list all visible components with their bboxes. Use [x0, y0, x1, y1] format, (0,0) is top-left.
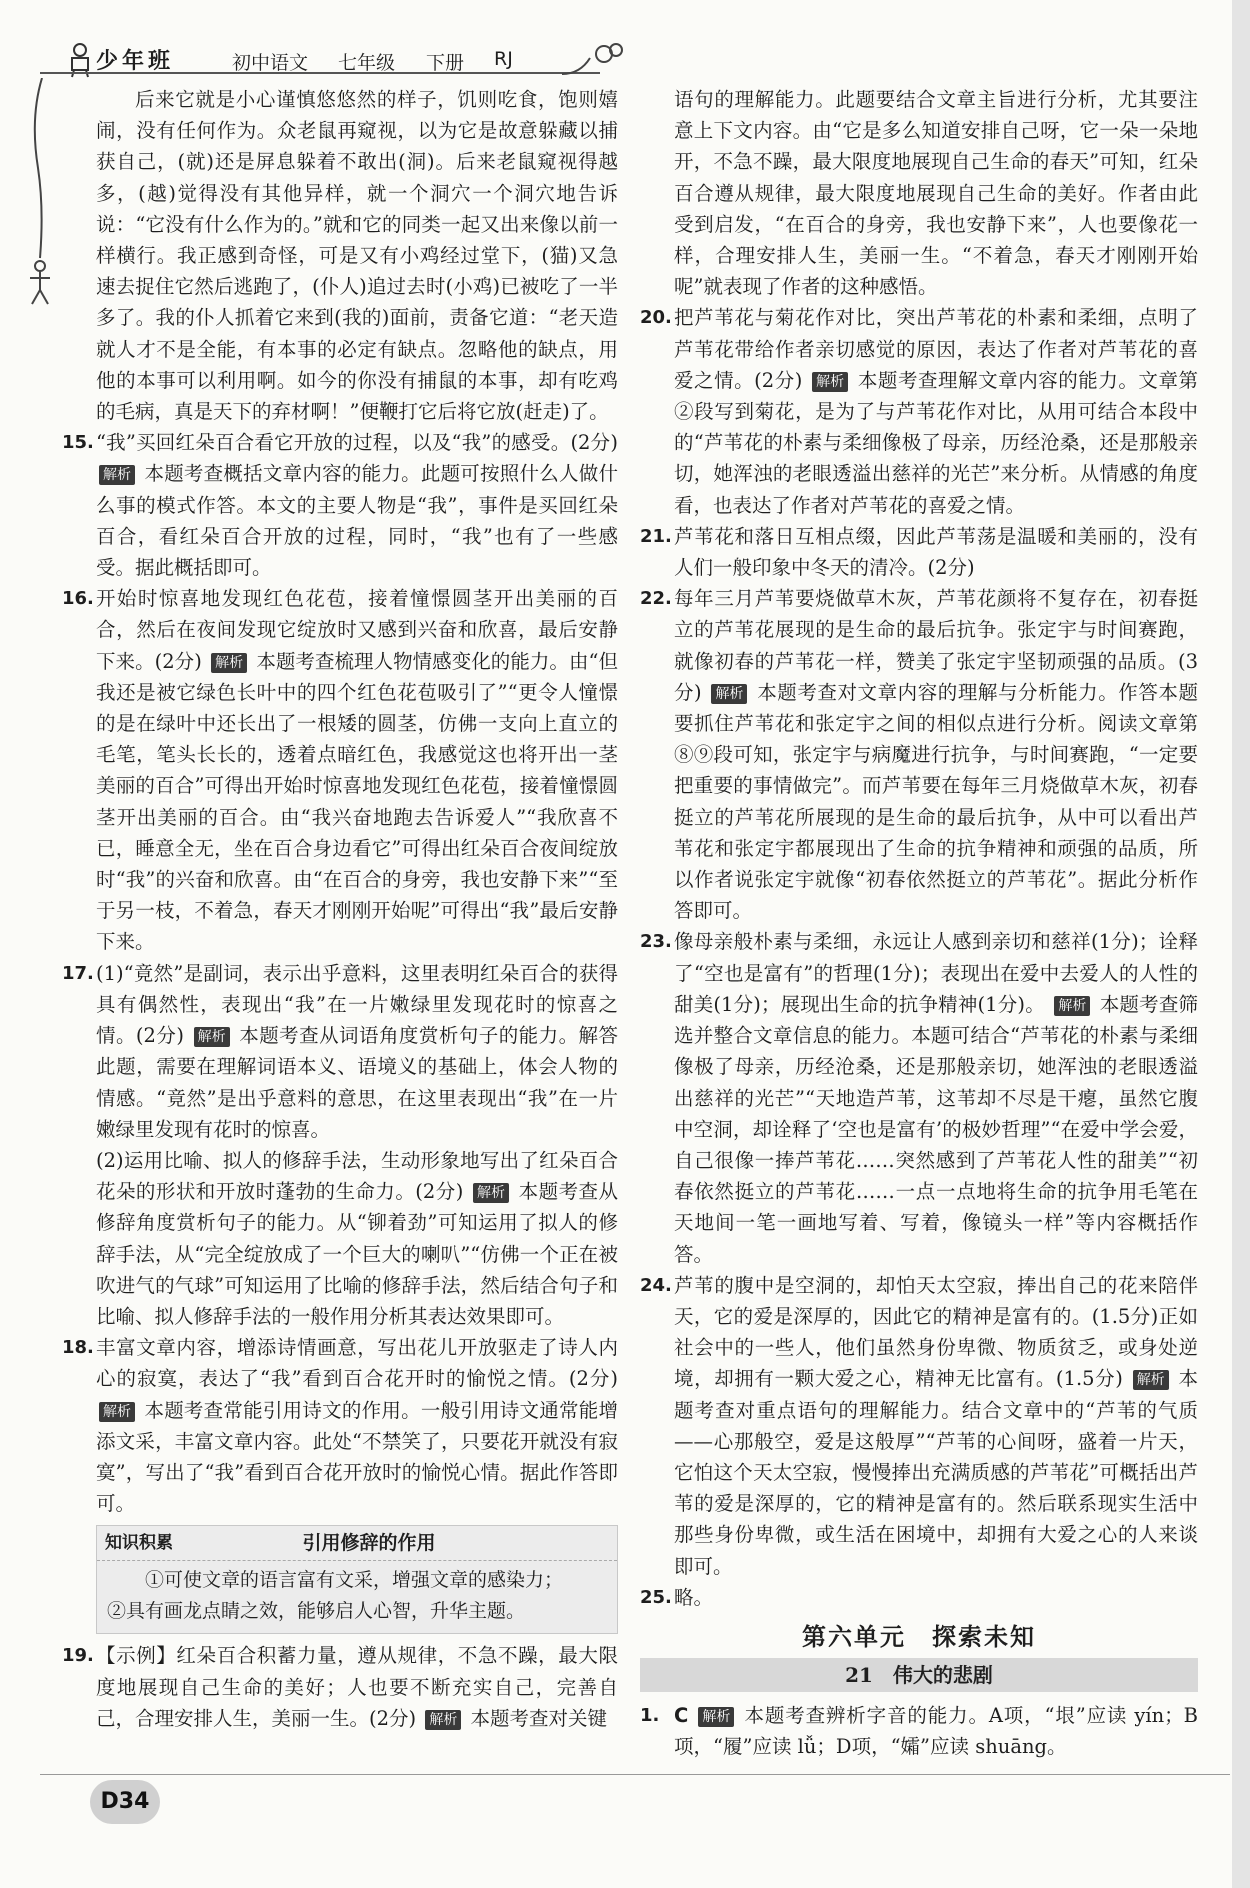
answer-16	[62, 583, 618, 957]
analysis-tag: 解析	[698, 1707, 734, 1727]
analysis-tag: 解析	[812, 372, 848, 392]
question-number: 24.	[640, 1274, 672, 1296]
answer-21	[640, 521, 1198, 583]
answer-text: (2)运用比喻、拟人的修辞手法，生动形象地写出了红朵百合花朵的形状和开放时蓬勃的生命力。(2分)	[96, 1148, 618, 1204]
answer-text: 丰富文章内容，增添诗情画意，写出花儿开放驱走了诗人内心的寂寞，表达了“我”看到百合花开时的愉悦之情。(2分)	[96, 1336, 618, 1391]
analysis-text: 本题考查对关键	[470, 1706, 608, 1730]
analysis-text: 本题考查常能引用诗文的作用。一般引用诗文通常能增添文采，丰富文章内容。此处“不禁笑了，只要花开就没有寂寞”，写出了“我”看到百合花开放时的愉悦心情。据此作答即可。	[96, 1398, 618, 1516]
question-number: 1.	[640, 1705, 660, 1727]
analysis-text: 本题考查辨析字音的能力。A项，“垠”应读 yín；B项，“履”应读 lǚ；D项，“孀”应读 shuāng。	[674, 1704, 1199, 1759]
answer-17-part1	[62, 958, 618, 1145]
answer-19-continued: 语句的理解能力。此题要结合文章主旨进行分析，尤其要注意上下文内容。由“它是多么知道安排自己呀，它一朵一朵地开，不急不躁，最大限度地展现自己生命的春天”可知，红朵百合遵从规律，最大限度地展现自己生命的美好。作者由此受到启发，“在百合的身旁，我也安静下来”，人也要像花一样，合理安排人生，美丽一生。“不着急，春天才刚刚开始呢”就表现了作者的这种感悟。	[674, 88, 1198, 299]
question-number: 18.	[62, 1337, 94, 1359]
question-number: 15.	[62, 432, 94, 454]
analysis-tag: 解析	[1054, 996, 1090, 1016]
answer-text: 每年三月芦苇要烧做草木灰，芦苇花颜将不复存在，初春挺立的芦苇花展现的是生命的最后抗争。张定宇与时间赛跑，就像初春的芦苇花一样，赞美了张定宇坚韧顽强的品质。(3分)	[674, 587, 1198, 704]
answer-15	[62, 427, 618, 583]
question-number: 19.	[62, 1645, 94, 1667]
analysis-tag: 解析	[99, 465, 135, 485]
answer-text: 把芦苇花与菊花作对比，突出芦苇花的朴素和柔细，点明了芦苇花带给作者亲切感觉的原因，表达了作者对芦苇花的喜爱之情。(2分)	[674, 306, 1198, 392]
analysis-tag: 解析	[1133, 1370, 1169, 1390]
analysis-tag: 解析	[194, 1027, 230, 1047]
question-number: 16.	[62, 588, 94, 610]
answer-17-part2	[62, 1145, 618, 1332]
analysis-text: 本题考查对文章内容的理解与分析能力。作答本题要抓住芦苇花和张定宇之间的相似点进行分析。阅读文章第⑧⑨段可知，张定宇与病魔进行抗争，与时间赛跑，“一定要把重要的事情做完”。而芦苇要在每年三月烧做草木灰，初春挺立的芦苇花所展现的是生命的最后抗争，从中可以看出芦苇花和张定宇都展现出了生命的抗争精神和顽强的品质，所以作者说张定宇就像“初春依然挺立的芦苇花”。据此分析作答即可。	[674, 680, 1198, 923]
question-number: 21.	[640, 525, 672, 547]
answer-text: 略。	[674, 1585, 714, 1609]
answer-text: 芦苇花和落日互相点缀，因此芦苇荡是温暖和美丽的，没有人们一般印象中冬天的清冷。(2分)	[674, 524, 1198, 580]
header-subject: 初中语文	[232, 52, 309, 74]
knowledge-header	[97, 1526, 617, 1561]
answer-text: 开始时惊喜地发现红色花苞，接着憧憬圆茎开出美丽的百合，然后在夜间发现它绽放时又感到兴奋和欣喜，最后安静下来。(2分)	[96, 587, 618, 673]
header-volume: 下册	[426, 52, 465, 74]
answer-text: “我”买回红朵百合看它开放的过程，以及“我”的感受。(2分)	[96, 431, 618, 455]
question-number: 25.	[640, 1586, 672, 1608]
cloud-doodle-icon	[560, 40, 630, 80]
left-column	[62, 84, 618, 1734]
header-rule	[40, 72, 600, 74]
answer-20	[640, 302, 1198, 520]
knowledge-line: ①可使文章的语言富有文采，增强文章的感染力；	[145, 1569, 564, 1592]
answer-24	[640, 1270, 1198, 1582]
analysis-text: 本题考查理解文章内容的能力。文章第②段写到菊花，是为了与芦苇花作对比，从用可结合本段中的“芦苇花的朴素与柔细像极了母亲，历经沧桑，还是那般亲切，她浑浊的老眼透溢出慈祥的光芒”来分析。从情感的角度看，也表达了作者对芦苇花的喜爱之情。	[674, 368, 1199, 517]
right-column	[640, 84, 1198, 1763]
answer-choice: C	[674, 1704, 689, 1728]
answer-text: 【示例】红朵百合积蓄力量，遵从规律，不急不躁，最大限度地展现自己生命的美好；人也要不断充实自己，完善自己，合理安排人生，美丽一生。(2分)	[96, 1644, 618, 1730]
knowledge-label: 知识积累	[105, 1532, 173, 1553]
brand-logo: 少年班	[96, 48, 175, 74]
question-number: 20.	[640, 307, 672, 329]
analysis-tag: 解析	[711, 684, 747, 704]
unit-title: 第六单元 探索未知	[802, 1621, 1036, 1651]
header-grade: 七年级	[338, 52, 396, 74]
analysis-text: 本题考查概括文章内容的能力。此题可按照什么人做什么事的模式作答。本文的主要人物是“我”，事件是买回红朵百合，看红朵百合开放的过程，同时，“我”也有了一些感受。据此概括即可。	[96, 462, 618, 580]
answer-text: 像母亲般朴素与柔细，永远让人感到亲切和慈祥(1分)；诠释了“空也是富有”的哲理(1分)；表现出在爱中去爱人的人性的甜美(1分)；展现出生命的抗争精神(1分)。	[674, 930, 1198, 1016]
answer-25	[640, 1582, 1198, 1613]
knowledge-box	[96, 1525, 618, 1634]
analysis-text: 本题考查从词语角度赏析句子的能力。解答此题，需要在理解词语本义、语境义的基础上，体会人物的情感。“竟然”是出乎意料的意思，在这里表现出“我”在一片嫩绿里发现有花时的惊喜。	[96, 1024, 618, 1141]
question-number: 23.	[640, 931, 672, 953]
analysis-tag: 解析	[425, 1710, 461, 1730]
lesson-title: 21 伟大的悲剧	[640, 1658, 1198, 1692]
binding-gutter	[1232, 0, 1250, 1888]
footer-rule	[40, 1774, 1230, 1775]
header-edition: RJ	[494, 48, 513, 70]
analysis-tag: 解析	[211, 653, 247, 673]
answer-22	[640, 583, 1198, 926]
answer-text: 芦苇的腹中是空洞的，却怕天太空寂，捧出自己的花来陪伴天，它的爱是深厚的，因此它的精神是富有的。(1.5分)正如社会中的一些人，他们虽然身份卑微、物质贫乏，或身处逆境，却拥有一颗大爱之心，精神无比富有。(1.5分)	[674, 1273, 1198, 1391]
translation-paragraph: 后来它就是小心谨慎悠悠然的样子，饥则吃食，饱则嬉闹，没有任何作为。众老鼠再窥视，以为它是故意躲藏以捕获自己，(就)还是屏息躲着不敢出(洞)。后来老鼠窥视得越多，(越)觉得没有其他异样，就一个洞穴一个洞穴地告诉说：“它没有什么作为的。”就和它的同类一起又出来像以前一样横行。我正感到奇怪，可是又有小鸡经过堂下，(猫)又急速去捉住它然后逃跑了，(仆人)追过去时(小鸡)已被吃了一半多了。我的仆人抓着它来到(我的)面前，责备它道：“老天造就人才不是全能，有本事的必定有缺点。忽略他的缺点，用他的本事可以利用啊。如今的你没有捕鼠的本事，却有吃鸡的毛病，真是天下的弃材啊！”便鞭打它后将它放(赶走)了。	[96, 88, 618, 424]
answer-18	[62, 1332, 618, 1519]
knowledge-line: ②具有画龙点睛之效，能够启人心智，升华主题。	[107, 1600, 526, 1623]
analysis-text: 本题考查对重点语句的理解能力。结合文章中的“芦苇的气质——心那般空，爱是这般厚”“芦苇的心间呀，盛着一片天，它怕这个天太空寂，慢慢捧出充满质感的芦苇花”可概括出芦苇的爱是深厚的，它的精神是富有的。然后联系现实生活中那些身份卑微，或生活在困境中，却拥有大爱之心的人来谈即可。	[674, 1367, 1199, 1578]
answer-23	[640, 926, 1198, 1269]
page-number: D34	[90, 1780, 160, 1824]
answer-text: (1)“竟然”是副词，表示出乎意料，这里表明红朵百合的获得具有偶然性，表现出“我”在一片嫩绿里发现花时的惊喜之情。(2分)	[96, 961, 618, 1048]
analysis-tag: 解析	[473, 1183, 509, 1203]
analysis-text: 本题考查筛选并整合文章信息的能力。本题可结合“芦苇花的朴素与柔细像极了母亲，历经沧桑，还是那般亲切，她浑浊的老眼透溢出慈祥的光芒”“天地造芦苇，这苇却不尽是干瘪，虽然它腹中空洞，却诠释了‘空也是富有’的极妙哲理”“在爱中学会爱，自己很像一捧芦苇花……突然感到了芦苇花人性的甜美”“初春依然挺立的芦苇花……一点一点地将生命的抗争用毛笔在天地间一笔一画地写着、写着，像镜头一样”等内容概括作答。	[674, 992, 1199, 1266]
analysis-text: 本题考查从修辞角度赏析句子的能力。从“铆着劲”可知运用了拟人的修辞手法，从“完全绽放成了一个巨大的喇叭”“仿佛一个正在被吹进气的气球”可知运用了比喻的修辞手法，然后结合句子和比喻、拟人修辞手法的一般作用分析其表达效果即可。	[96, 1180, 618, 1328]
knowledge-body	[97, 1561, 617, 1633]
knowledge-title: 引用修辞的作用	[302, 1531, 436, 1554]
analysis-tag: 解析	[99, 1402, 135, 1422]
question-number: 22.	[640, 588, 672, 610]
analysis-text: 本题考查梳理人物情感变化的能力。由“但我还是被它绿色长叶中的四个红色花苞吸引了”“更令人憧憬的是在绿叶中还长出了一根矮的圆茎，仿佛一支向上直立的毛笔，笔头长长的，透着点暗红色，我感觉这也将开出一茎美丽的百合”可得出开始时惊喜地发现红色花苞，接着憧憬圆茎开出美丽的百合。由“我兴奋地跑去告诉爱人”“我欣喜不已，睡意全无，坐在百合身边看它”可得出红朵百合夜间绽放时“我”的兴奋和欣喜。由“在百合的身旁，我也安静下来”“至于另一枝，不着急，春天才刚刚开始呢”可得出“我”最后安静下来。	[96, 649, 619, 954]
answer-19	[62, 1640, 618, 1734]
question-number: 17.	[62, 962, 94, 984]
answer-l1	[640, 1700, 1198, 1762]
